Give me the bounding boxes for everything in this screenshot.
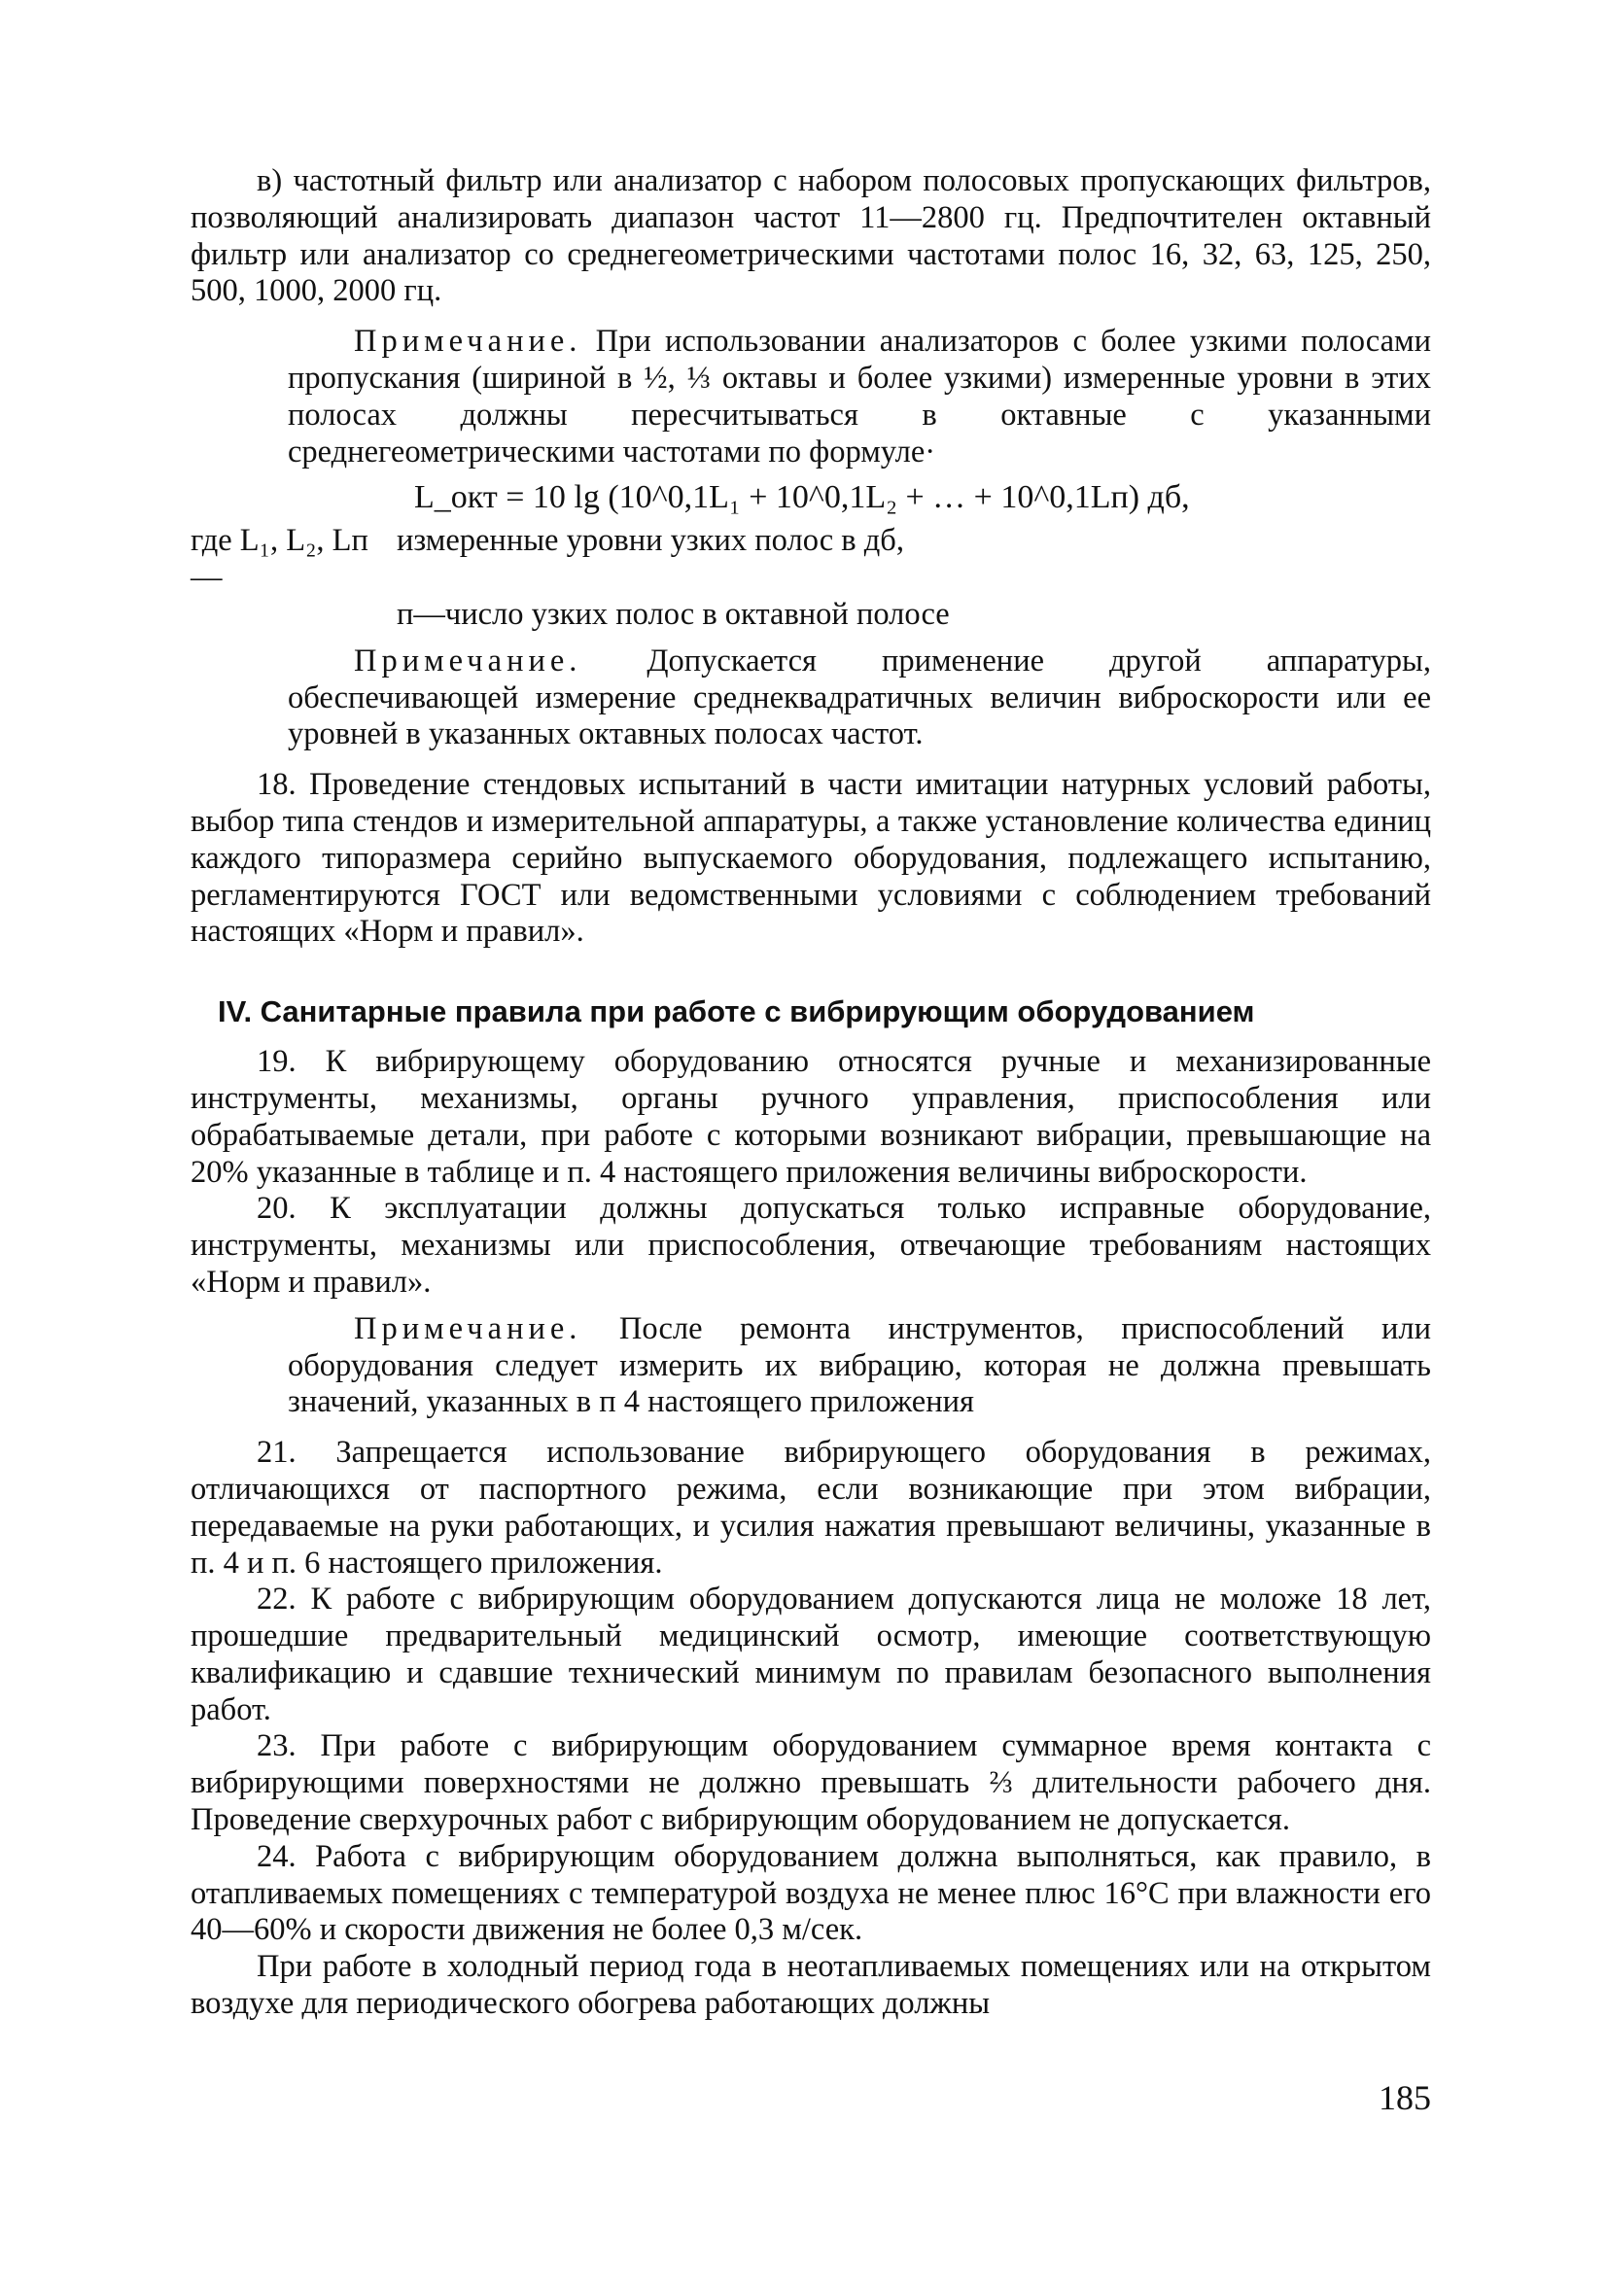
paragraph-23: 23. При работе с вибрирующим оборудованием суммарное время контакта с вибрирующими поверхностями не должно превышать ⅔ длительности рабочего дня. Проведение сверхурочных работ с вибрирующим оборудованием не допускается. (191, 1728, 1431, 1838)
note-body: При использовании анализаторов с более узкими полосами пропускания (шириной в ½, ⅓ октавы и более узкими) измеренные уровни в этих полосах должны пересчитываться в октавные с указанными среднегеометрическими частотами по формуле· (288, 324, 1431, 470)
formula-legend-1 (191, 523, 1431, 597)
formula-legend-label: где L₁, L₂, Lп— (191, 523, 368, 596)
formula: L_окт = 10 lg (10^0,1L₁ + 10^0,1L₂ + … + 10^0,1Lп) дб, (414, 479, 1190, 516)
paragraph-last: При работе в холодный период года в неотапливаемых помещениях или на открытом воздухе для периодического обогрева работающих должны (191, 1949, 1431, 2022)
paragraph-24: 24. Работа с вибрирующим оборудованием должна выполняться, как правило, в отапливаемых помещениях с температурой воздуха не менее плюс 16°С при влажности его 40—60% и скорости движения не более 0,3 м/сек. (191, 1838, 1431, 1948)
formula-legend-2 (191, 597, 1431, 634)
page-number: 185 (1379, 2078, 1431, 2117)
note-2 (191, 644, 1431, 753)
paragraph-21: 21. Запрещается использование вибрирующего оборудования в режимах, отличающихся от паспортного режима, если возникающие при этом вибрации, передаваемые на руки работающих, и усилия нажатия превышают величины, указанные в п. 4 и п. 6 настоящего приложения. (191, 1435, 1431, 1581)
note-body: Допускается применение другой аппаратуры, обеспечивающей измерение среднеквадратичных величин виброскорости или ее уровней в указанных октавных полосах частот. (288, 643, 1431, 752)
note-body: После ремонта инструментов, приспособлений или оборудования следует измерить их вибрацию, которая не должна превышать значений, указанных в п 4 настоящего приложения (288, 1310, 1431, 1420)
note-label: Примечание. (354, 324, 582, 360)
text-column (191, 163, 1431, 2023)
paragraph-19: 19. К вибрирующему оборудованию относятся ручные и механизированные инструменты, механизмы, органы ручного управления, приспособления или обрабатываемые детали, при работе с которыми возникают вибрации, превышающие на 20% указанные в таблице и п. 4 настоящего приложения величины виброскорости. (191, 1044, 1431, 1190)
note-label: Примечание. (354, 1310, 582, 1346)
note-label: Примечание. (354, 643, 582, 678)
formula-legend-text: п—число узких полос в октавной полосе (397, 596, 950, 632)
note-1 (191, 324, 1431, 470)
paragraph-18: 18. Проведение стендовых испытаний в части имитации натурных условий работы, выбор типа стендов и измерительной аппаратуры, а также установление количества единиц каждого типоразмера серийно выпускаемого оборудования, подлежащего испытанию, регламентируются ГОСТ или ведомственными условиями с соблюдением требований настоящих «Норм и правил». (191, 767, 1431, 950)
note-3 (191, 1311, 1431, 1421)
paragraph-22: 22. К работе с вибрирующим оборудованием допускаются лица не моложе 18 лет, прошедшие предварительный медицинский осмотр, имеющие соответствующую квалификацию и сдавшие технический минимум по правилам безопасного выполнения работ. (191, 1582, 1431, 1727)
paragraph-v: в) частотный фильтр или анализатор с набором полосовых пропускающих фильтров, позволяющий анализировать диапазон частот 11—2800 гц. Предпочтителен октавный фильтр или анализатор со среднегеометрическими частотами полос 16, 32, 63, 125, 250, 500, 1000, 2000 гц. (191, 163, 1431, 309)
formula-legend-text: измеренные уровни узких полос в дб, (397, 523, 904, 559)
section-heading: IV. Санитарные правила при работе с вибрирующим оборудованием (218, 994, 1255, 1029)
paragraph-20: 20. К эксплуатации должны допускаться только исправные оборудование, инструменты, механизмы или приспособления, отвечающие требованиям настоящих «Норм и правил». (191, 1191, 1431, 1300)
